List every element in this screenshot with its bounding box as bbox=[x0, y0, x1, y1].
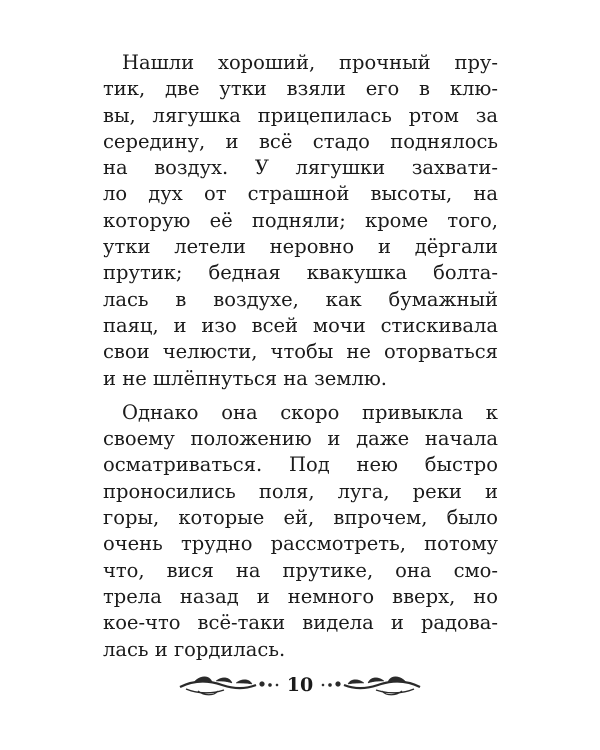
floral-flourish-right-icon bbox=[318, 672, 424, 698]
text-line: что, вися на прутике, она смо- bbox=[103, 558, 498, 582]
text-line: трела назад и немного вверх, но bbox=[103, 584, 498, 608]
text-line: лась в воздухе, как бумажный bbox=[103, 287, 498, 311]
text-line: очень трудно рассмотреть, потому bbox=[103, 532, 498, 556]
page-footer bbox=[0, 664, 600, 710]
text-line: и не шлёпнуться на землю. bbox=[103, 366, 388, 390]
text-line: которую её подняли; кроме того, bbox=[103, 208, 498, 232]
text-line: середину, и всё стадо поднялось bbox=[103, 129, 498, 153]
paragraph-2 bbox=[103, 400, 498, 663]
text-line: утки летели неровно и дёргали bbox=[103, 235, 498, 259]
text-line: проносились поля, луга, реки и bbox=[103, 479, 498, 503]
text-line: свои челюсти, чтобы не оторваться bbox=[103, 340, 498, 364]
body-text bbox=[103, 50, 498, 663]
page-number: 10 bbox=[286, 674, 314, 696]
text-line: осматриваться. Под нею быстро bbox=[103, 453, 498, 477]
text-line: Однако она скоро привыкла к bbox=[122, 400, 498, 424]
paragraph-1 bbox=[103, 50, 498, 392]
text-line: Нашли хороший, прочный пру- bbox=[122, 51, 498, 74]
text-line: кое-что всё-таки видела и радова- bbox=[103, 611, 498, 635]
text-line: тик, две утки взяли его в клю- bbox=[103, 77, 498, 101]
text-line: лась и гордилась. bbox=[103, 637, 286, 661]
text-line: прутик; бедная квакушка болта- bbox=[103, 261, 498, 285]
text-line: на воздух. У лягушки захвати- bbox=[103, 156, 498, 180]
text-line: ло дух от страшной высоты, на bbox=[103, 182, 498, 206]
text-line: вы, лягушка прицепилась ртом за bbox=[103, 103, 498, 127]
text-line: паяц, и изо всей мочи стискивала bbox=[103, 313, 498, 337]
text-line: горы, которые ей, впрочем, было bbox=[103, 506, 498, 530]
text-line: своему положению и даже начала bbox=[103, 427, 498, 451]
paragraph-gap bbox=[103, 392, 498, 400]
